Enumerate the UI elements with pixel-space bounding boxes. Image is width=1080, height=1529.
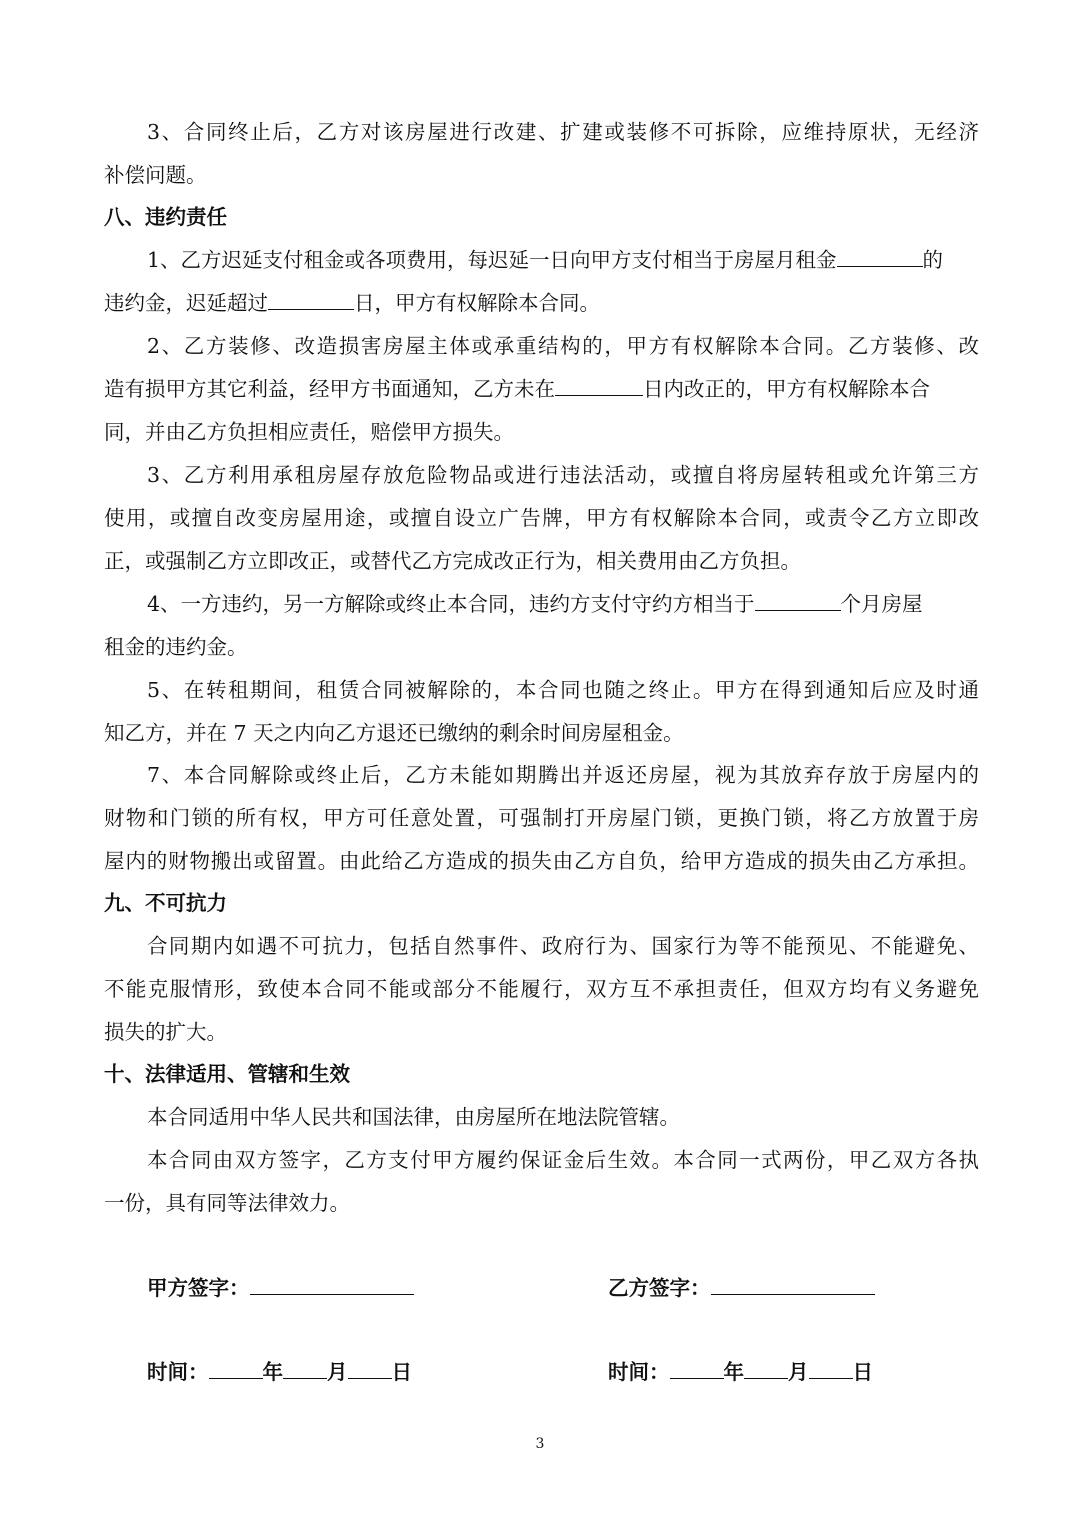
- party-b-signature: [608, 1266, 875, 1310]
- blank-penalty-months[interactable]: [755, 590, 841, 612]
- s8-item1-line2: [104, 281, 979, 325]
- s8-item1-text-a: 1、乙方迟延支付租金或各项费用，每迟延一日向甲方支付相当于房屋月租金: [147, 248, 837, 272]
- party-b-date: [608, 1350, 873, 1394]
- s8-item1-text-d: 日，甲方有权解除本合同。: [354, 291, 600, 315]
- party-a-month-blank[interactable]: [283, 1358, 327, 1380]
- party-a-day-label: 日: [391, 1360, 412, 1384]
- party-b-signature-label: 乙方签字：: [608, 1276, 711, 1300]
- s8-item2-line1: 2、乙方装修、改造损害房屋主体或承重结构的，甲方有权解除本合同。乙方装修、改: [147, 334, 979, 358]
- s8-item7-line1: 7、本合同解除或终止后，乙方未能如期腾出并返还房屋，视为其放弃存放于房屋内的: [147, 763, 979, 787]
- s8-item7-line3: 屋内的财物搬出或留置。由此给乙方造成的损失由乙方自负，给甲方造成的损失由乙方承担。: [104, 849, 979, 873]
- s8-item4-text-a: 4、一方违约，另一方解除或终止本合同，违约方支付守约方相当于: [147, 592, 755, 616]
- s9-line3: 损失的扩大。: [104, 1020, 227, 1044]
- party-b-year-label: 年: [723, 1360, 744, 1384]
- s10-para2-line2: 一份，具有同等法律效力。: [104, 1191, 350, 1215]
- s8-item4-line2: 租金的违约金。: [104, 635, 248, 659]
- s9-line2: 不能克服情形，致使本合同不能或部分不能履行，双方互不承担责任，但双方均有义务避免: [104, 977, 979, 1001]
- s8-item3-line2: 使用，或擅自改变房屋用途，或擅自设立广告牌，甲方有权解除本合同，或责令乙方立即改: [104, 506, 979, 530]
- party-a-signature-blank[interactable]: [250, 1274, 414, 1296]
- party-b-time-label: 时间：: [608, 1360, 670, 1384]
- s8-item1-text-b: 的: [922, 248, 944, 272]
- s8-item2-line2: [104, 367, 979, 411]
- party-a-signature-label: 甲方签字：: [147, 1276, 250, 1300]
- section-10-heading: 十、法律适用、管辖和生效: [104, 1062, 350, 1086]
- s7-item3-line1: 3、合同终止后，乙方对该房屋进行改建、扩建或装修不可拆除，应维持原状，无经济: [147, 120, 979, 144]
- s8-item4-line1: [147, 582, 979, 626]
- party-a-signature: [147, 1266, 414, 1310]
- party-a-time-label: 时间：: [147, 1360, 209, 1384]
- party-b-month-label: 月: [788, 1360, 809, 1384]
- blank-overdue-days[interactable]: [268, 289, 354, 311]
- party-b-year-blank[interactable]: [670, 1358, 724, 1380]
- s8-item2-line3: 同，并由乙方负担相应责任，赔偿甲方损失。: [104, 420, 514, 444]
- party-b-day-blank[interactable]: [809, 1358, 853, 1380]
- party-a-day-blank[interactable]: [348, 1358, 392, 1380]
- party-a-date: [147, 1350, 412, 1394]
- party-a-year-label: 年: [262, 1360, 283, 1384]
- s8-item3-line1: 3、乙方利用承租房屋存放危险物品或进行违法活动，或擅自将房屋转租或允许第三方: [147, 463, 979, 487]
- party-b-day-label: 日: [852, 1360, 873, 1384]
- s8-item3-line3: 正，或强制乙方立即改正，或替代乙方完成改正行为，相关费用由乙方负担。: [104, 549, 801, 573]
- page-number: 3: [535, 1436, 545, 1452]
- s8-item4-text-b: 个月房屋: [840, 592, 923, 616]
- s8-item7-line2: 财物和门锁的所有权，甲方可任意处置，可强制打开房屋门锁，更换门锁，将乙方放置于房: [104, 806, 979, 830]
- s9-line1: 合同期内如遇不可抗力，包括自然事件、政府行为、国家行为等不能预见、不能避免、: [147, 934, 979, 958]
- s8-item5-line1: 5、在转租期间，租赁合同被解除的，本合同也随之终止。甲方在得到通知后应及时通: [147, 678, 979, 702]
- s10-para1: 本合同适用中华人民共和国法律，由房屋所在地法院管辖。: [147, 1105, 680, 1129]
- s8-item1-line1: [147, 238, 979, 282]
- s8-item1-text-c: 违约金，迟延超过: [104, 291, 268, 315]
- section-8-heading: 八、违约责任: [104, 205, 227, 229]
- s10-para2-line1: 本合同由双方签字，乙方支付甲方履约保证金后生效。本合同一式两份，甲乙双方各执: [147, 1148, 979, 1172]
- party-b-month-blank[interactable]: [744, 1358, 788, 1380]
- section-9-heading: 九、不可抗力: [104, 891, 227, 915]
- blank-correction-days[interactable]: [555, 375, 643, 397]
- s8-item2-text-b: 日内改正的，甲方有权解除本合: [643, 377, 930, 401]
- s8-item5-line2: 知乙方，并在 7 天之内向乙方退还已缴纳的剩余时间房屋租金。: [104, 721, 684, 745]
- s7-item3-line2: 补偿问题。: [104, 163, 207, 187]
- party-a-year-blank[interactable]: [209, 1358, 263, 1380]
- s8-item2-text-a: 造有损甲方其它利益，经甲方书面通知，乙方未在: [104, 377, 555, 401]
- party-b-signature-blank[interactable]: [711, 1274, 875, 1296]
- blank-rent-rate[interactable]: [837, 246, 923, 268]
- party-a-month-label: 月: [327, 1360, 348, 1384]
